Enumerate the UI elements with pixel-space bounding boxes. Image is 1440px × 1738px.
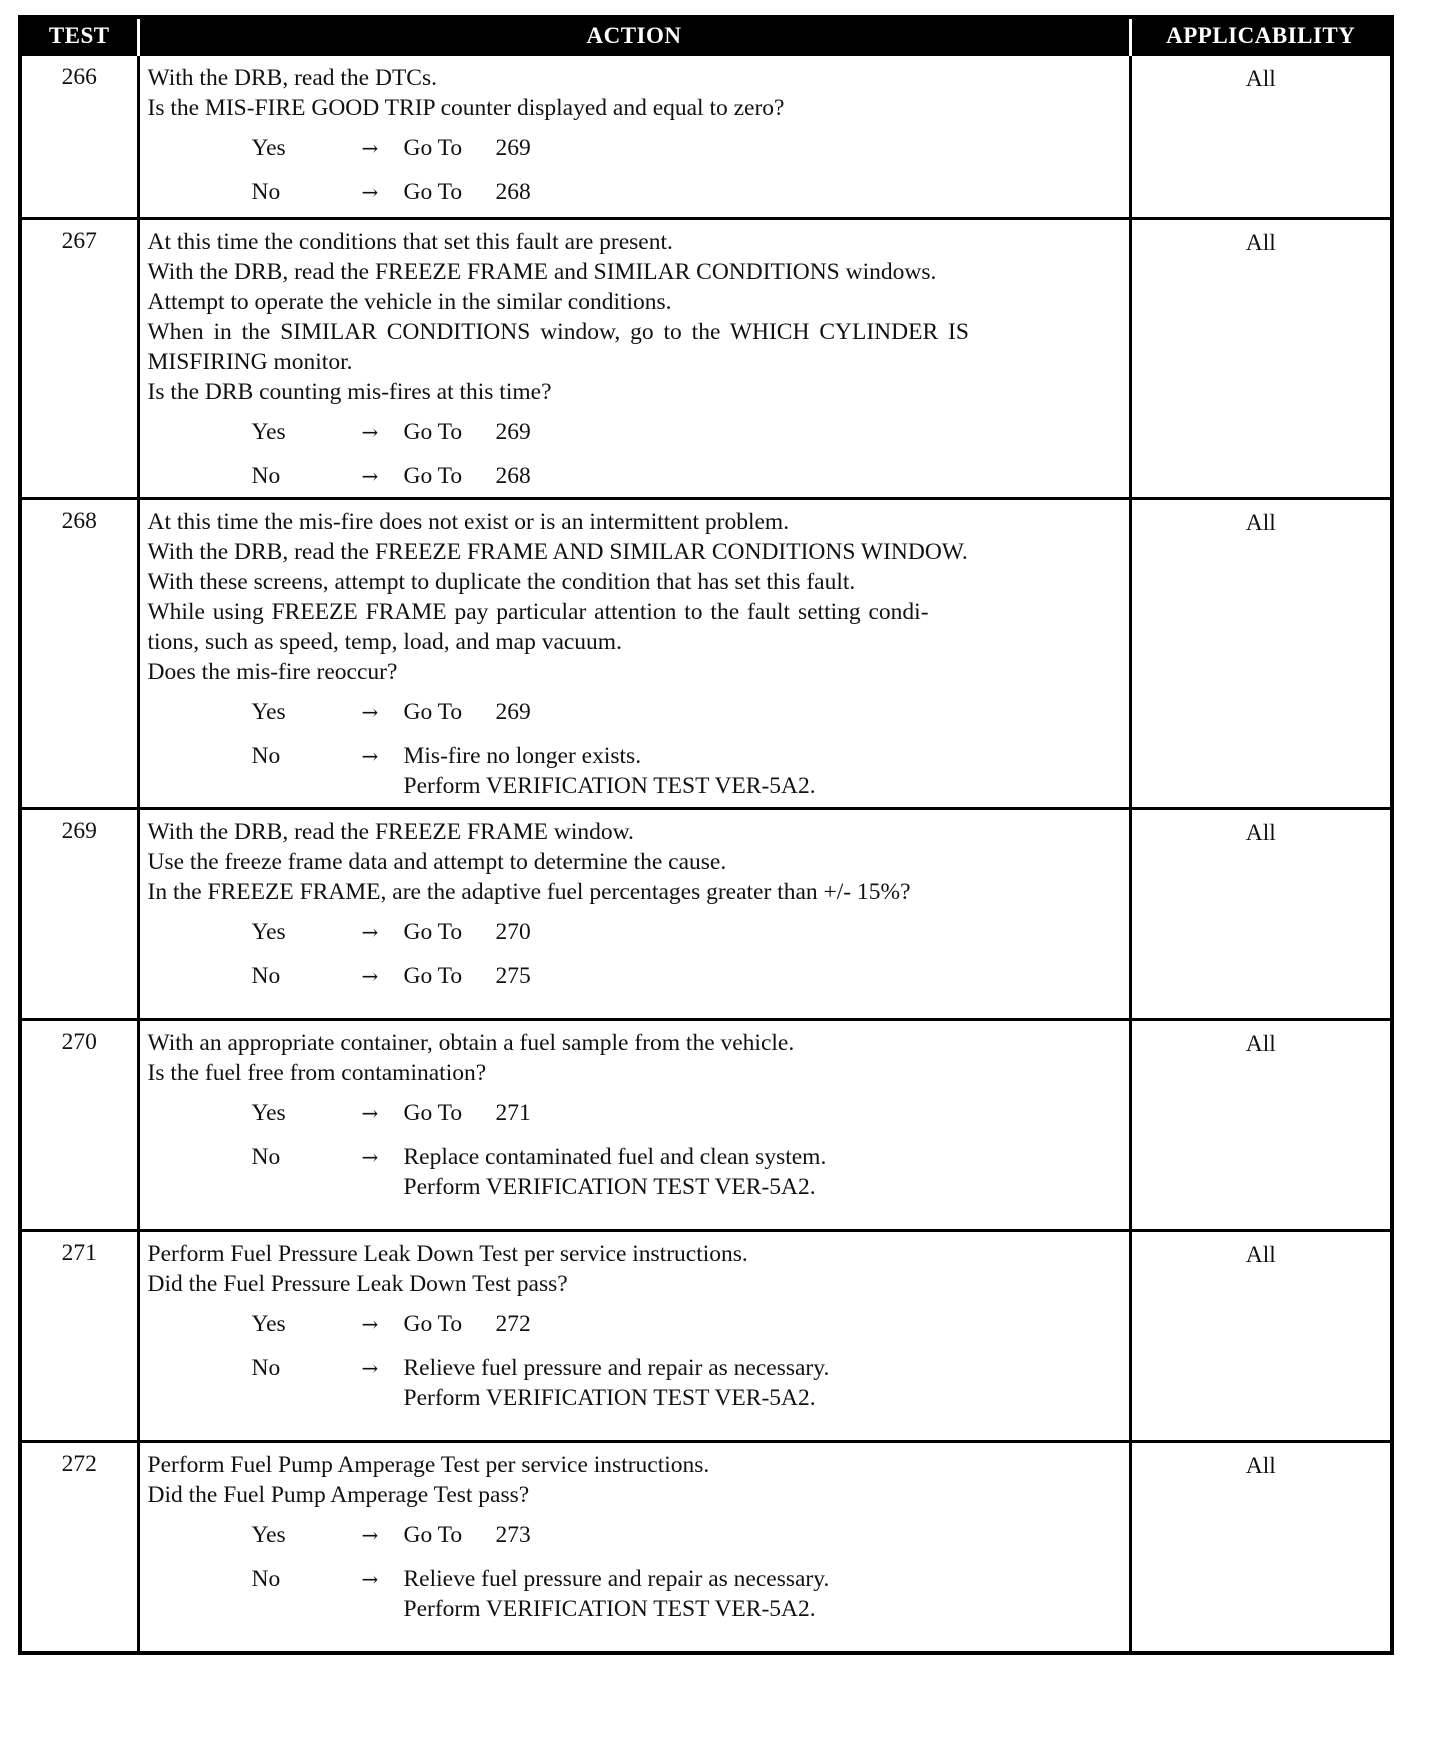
no-result-text: Perform VERIFICATION TEST VER-5A2.	[403, 1596, 816, 1622]
no-result-text: Perform VERIFICATION TEST VER-5A2.	[403, 773, 816, 799]
yes-choice	[252, 417, 1121, 447]
go-to-target: 275	[495, 963, 531, 989]
applicability-cell: All	[1130, 55, 1392, 219]
right-arrow-icon: →	[361, 1101, 379, 1125]
action-line: Did the Fuel Pump Amperage Test pass?	[147, 1482, 530, 1508]
action-line: MISFIRING monitor.	[147, 349, 353, 375]
action-line: In the FREEZE FRAME, are the adaptive fuel percentages greater than +/- 15%?	[147, 879, 911, 905]
table-row-test-269	[20, 809, 1392, 1020]
test-number: 270	[20, 1020, 138, 1231]
no-label: No	[251, 179, 281, 205]
table-row-test-270	[20, 1020, 1392, 1231]
action-line: With the DRB, read the DTCs.	[147, 65, 437, 91]
no-choice	[252, 741, 1121, 801]
test-number: 268	[20, 499, 138, 809]
action-line: With these screens, attempt to duplicate the condition that has set this fault.	[147, 569, 856, 595]
go-to-label: Go To	[403, 179, 463, 205]
yes-label: Yes	[251, 1522, 286, 1548]
choice-list	[148, 417, 1121, 491]
yes-choice	[252, 1309, 1121, 1339]
yes-label: Yes	[251, 135, 286, 161]
table-row-test-271	[20, 1231, 1392, 1442]
right-arrow-icon: →	[361, 964, 379, 988]
test-number: 272	[20, 1442, 138, 1653]
action-line: Perform Fuel Pump Amperage Test per service instructions.	[147, 1452, 710, 1478]
go-to-target: 270	[495, 919, 531, 945]
action-line: While using FREEZE FRAME pay particular attention to the fault setting condi-	[147, 599, 929, 625]
test-number: 267	[20, 219, 138, 499]
applicability-cell: All	[1130, 1020, 1392, 1231]
action-cell	[138, 1231, 1130, 1442]
action-line: With the DRB, read the FREEZE FRAME window.	[147, 819, 634, 845]
test-number: 269	[20, 809, 138, 1020]
yes-choice	[252, 1520, 1121, 1550]
go-to-target: 271	[495, 1100, 531, 1126]
action-cell	[138, 809, 1130, 1020]
go-to-label: Go To	[403, 919, 463, 945]
action-line: At this time the mis-fire does not exist or is an intermittent problem.	[147, 509, 790, 535]
yes-label: Yes	[251, 419, 286, 445]
go-to-target: 269	[495, 135, 531, 161]
action-cell	[138, 55, 1130, 219]
action-line: At this time the conditions that set this fault are present.	[147, 229, 673, 255]
applicability-cell: All	[1130, 1231, 1392, 1442]
action-line: Attempt to operate the vehicle in the similar conditions.	[147, 289, 672, 315]
go-to-target: 269	[495, 419, 531, 445]
no-choice	[252, 1353, 1121, 1413]
choice-list	[148, 133, 1121, 207]
right-arrow-icon: →	[361, 1145, 379, 1169]
action-cell	[138, 1020, 1130, 1231]
no-label: No	[251, 963, 281, 989]
yes-choice	[252, 917, 1121, 947]
right-arrow-icon: →	[361, 700, 379, 724]
yes-label: Yes	[251, 1311, 286, 1337]
action-line: Did the Fuel Pressure Leak Down Test pass?	[147, 1271, 568, 1297]
yes-label: Yes	[251, 919, 286, 945]
choice-list	[148, 1309, 1121, 1413]
go-to-label: Go To	[403, 463, 463, 489]
table-row-test-268	[20, 499, 1392, 809]
go-to-label: Go To	[403, 963, 463, 989]
right-arrow-icon: →	[361, 136, 379, 160]
no-result-text: Relieve fuel pressure and repair as necessary.	[403, 1566, 830, 1592]
no-result-text: Perform VERIFICATION TEST VER-5A2.	[403, 1385, 816, 1411]
go-to-label: Go To	[403, 699, 463, 725]
no-result-text: Replace contaminated fuel and clean system.	[403, 1144, 827, 1170]
right-arrow-icon: →	[361, 1523, 379, 1547]
go-to-label: Go To	[403, 1100, 463, 1126]
table-row-test-267	[20, 219, 1392, 499]
go-to-label: Go To	[403, 1311, 463, 1337]
applicability-cell: All	[1130, 809, 1392, 1020]
header-applicability: APPLICABILITY	[1130, 17, 1392, 55]
go-to-target: 273	[495, 1522, 531, 1548]
action-line: With the DRB, read the FREEZE FRAME and SIMILAR CONDITIONS windows.	[147, 259, 937, 285]
action-line: Use the freeze frame data and attempt to determine the cause.	[147, 849, 727, 875]
table-row-test-266	[20, 55, 1392, 219]
no-result-text: Mis-fire no longer exists.	[403, 743, 642, 769]
no-label: No	[251, 463, 281, 489]
table-row-test-272	[20, 1442, 1392, 1653]
right-arrow-icon: →	[361, 1356, 379, 1380]
header-test: TEST	[20, 17, 138, 55]
no-choice	[252, 1142, 1121, 1202]
go-to-target: 272	[495, 1311, 531, 1337]
no-choice	[252, 1564, 1121, 1624]
no-label: No	[251, 1355, 281, 1381]
yes-label: Yes	[251, 699, 286, 725]
applicability-cell: All	[1130, 219, 1392, 499]
diagnostic-table-page	[18, 15, 1394, 1655]
action-line: When in the SIMILAR CONDITIONS window, go to the WHICH CYLINDER IS	[147, 319, 969, 345]
right-arrow-icon: →	[361, 420, 379, 444]
choice-list	[148, 697, 1121, 801]
go-to-target: 268	[495, 179, 531, 205]
no-choice	[252, 461, 1121, 491]
action-line: With an appropriate container, obtain a fuel sample from the vehicle.	[147, 1030, 795, 1056]
yes-choice	[252, 1098, 1121, 1128]
right-arrow-icon: →	[361, 1567, 379, 1591]
choice-list	[148, 917, 1121, 991]
go-to-target: 268	[495, 463, 531, 489]
right-arrow-icon: →	[361, 744, 379, 768]
no-result-text: Relieve fuel pressure and repair as necessary.	[403, 1355, 830, 1381]
right-arrow-icon: →	[361, 920, 379, 944]
action-cell	[138, 219, 1130, 499]
go-to-label: Go To	[403, 419, 463, 445]
action-line: Is the MIS-FIRE GOOD TRIP counter displayed and equal to zero?	[147, 95, 785, 121]
action-cell	[138, 1442, 1130, 1653]
go-to-target: 269	[495, 699, 531, 725]
choice-list	[148, 1520, 1121, 1624]
test-number: 266	[20, 55, 138, 219]
choice-list	[148, 1098, 1121, 1202]
header-action: ACTION	[138, 17, 1130, 55]
yes-choice	[252, 133, 1121, 163]
no-label: No	[251, 1566, 281, 1592]
action-line: tions, such as speed, temp, load, and map vacuum.	[147, 629, 622, 655]
no-label: No	[251, 743, 281, 769]
no-choice	[252, 177, 1121, 207]
applicability-cell: All	[1130, 499, 1392, 809]
action-cell	[138, 499, 1130, 809]
yes-label: Yes	[251, 1100, 286, 1126]
no-choice	[252, 961, 1121, 991]
go-to-label: Go To	[403, 135, 463, 161]
action-line: With the DRB, read the FREEZE FRAME AND SIMILAR CONDITIONS WINDOW.	[147, 539, 968, 565]
right-arrow-icon: →	[361, 1312, 379, 1336]
action-line: Is the fuel free from contamination?	[147, 1060, 487, 1086]
yes-choice	[252, 697, 1121, 727]
no-label: No	[251, 1144, 281, 1170]
action-line: Perform Fuel Pressure Leak Down Test per service instructions.	[147, 1241, 748, 1267]
right-arrow-icon: →	[361, 464, 379, 488]
test-number: 271	[20, 1231, 138, 1442]
applicability-cell: All	[1130, 1442, 1392, 1653]
diagnostic-test-table	[18, 15, 1394, 1655]
action-line: Is the DRB counting mis-fires at this time?	[147, 379, 552, 405]
no-result-text: Perform VERIFICATION TEST VER-5A2.	[403, 1174, 816, 1200]
table-header-row	[20, 17, 1392, 55]
action-line: Does the mis-fire reoccur?	[147, 659, 398, 685]
go-to-label: Go To	[403, 1522, 463, 1548]
right-arrow-icon: →	[361, 180, 379, 204]
